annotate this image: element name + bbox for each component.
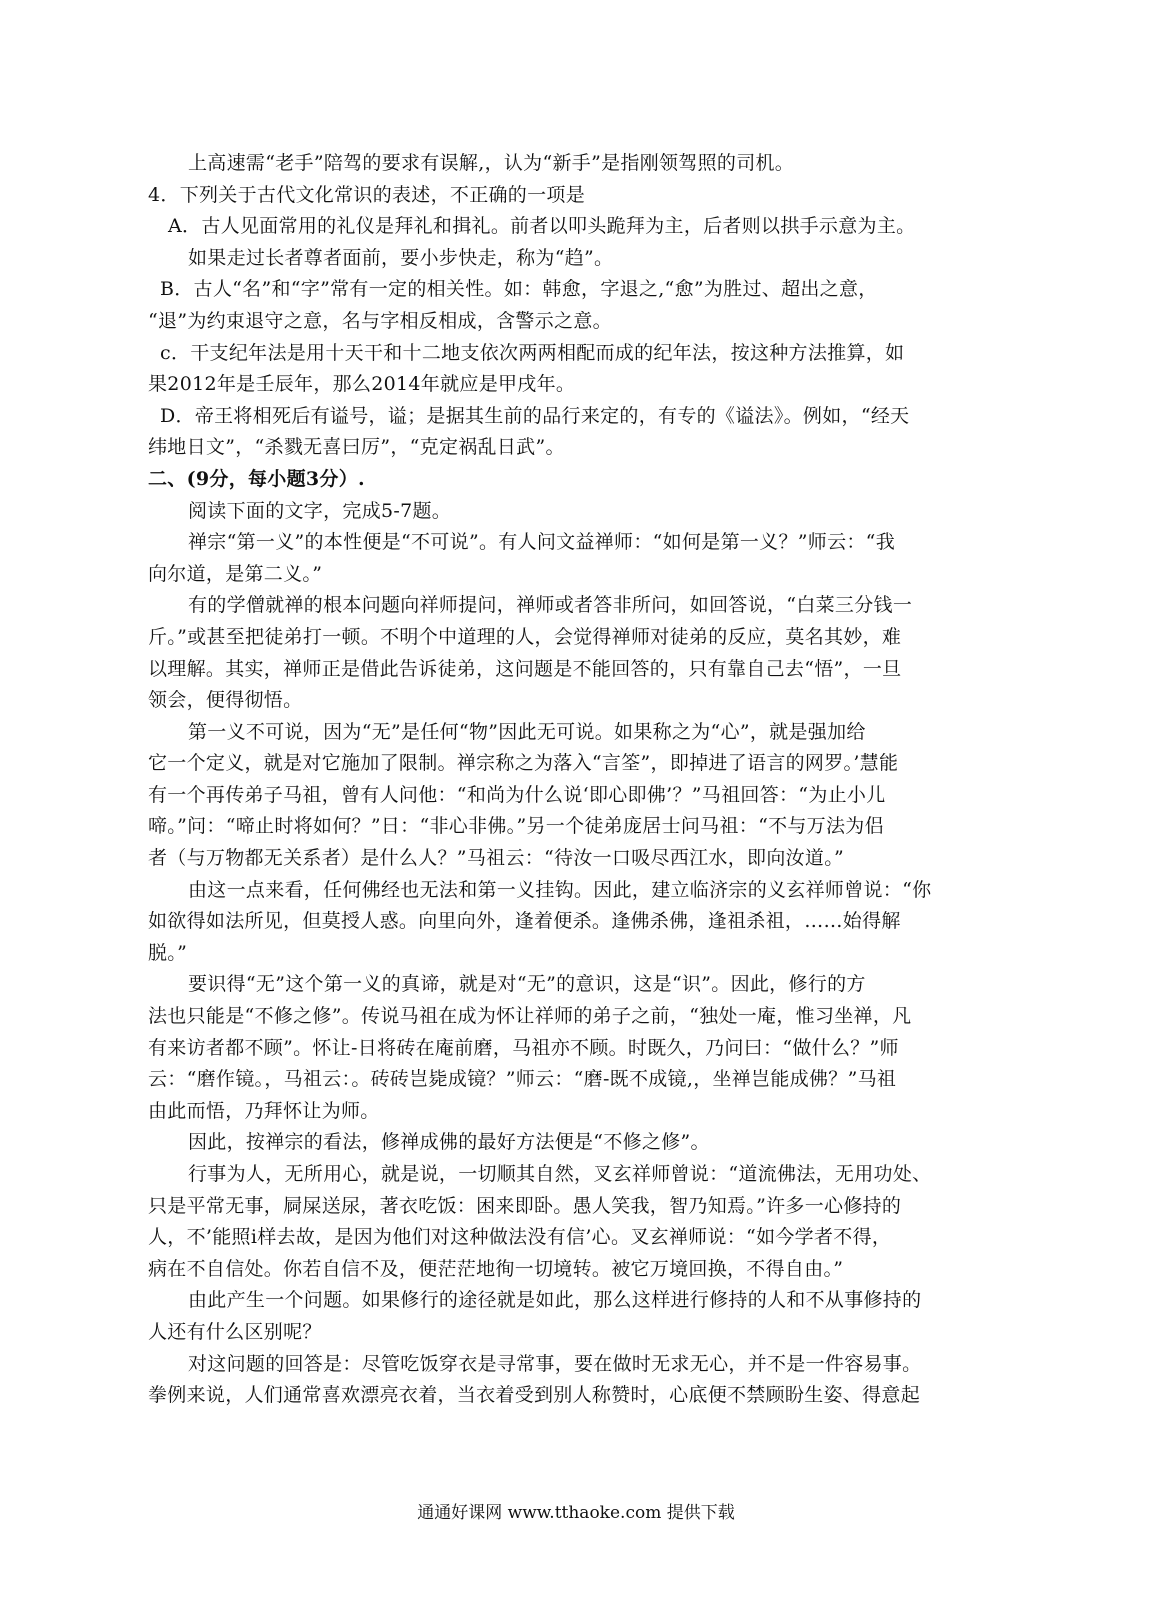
text-line: 人还有什么区别呢？ [148, 1320, 322, 1343]
text-line: 果2012年是壬辰年，那么2014年就应是甲戌年。 [148, 373, 576, 396]
text-line: 领会，便得彻悟。 [148, 689, 303, 712]
text-line: 对这问题的回答是：尽管吃饭穿衣是寻常事，要在做时无求无心，并不是一件容易事。 [188, 1352, 922, 1375]
text-line: 纬地日文”，“杀戮无喜曰厉”，“克定祸乱日武”。 [148, 436, 565, 459]
text-line: 要识得“无”这个第一义的真谛，就是对“无”的意识，这是“识”。因此，修行的方 [188, 973, 866, 996]
text-line: 上高速需“老手”陪驾的要求有误解,，认为“新手”是指刚领驾照的司机。 [188, 152, 795, 174]
text-line: 由此产生一个问题。如果修行的途径就是如此，那么这样进行修持的人和不从事修持的 [188, 1289, 922, 1312]
text-line: D．帝王将相死后有谥号，谥；是据其生前的品行来定的，有专的《谥法》。例如，“经天 [160, 404, 910, 427]
text-line: c．干支纪年法是用十天干和十二地支依次两两相配而成的纪年法，按这种方法推算，如 [160, 341, 905, 364]
text-line: 由这一点来看，任何佛经也无法和第一义挂钩。因此，建立临济宗的义玄祥师曾说：“你 [188, 878, 932, 901]
text-line: 如果走过长者尊者面前，要小步快走，称为“趋”。 [188, 246, 614, 269]
text-line: 者（与万物都无关系者）是什么人？”马祖云：“待汝一口吸尽西江水，即向汝道。” [148, 847, 845, 870]
text-line: 行事为人，无所用心，就是说，一切顺其自然，叉玄祥师曾说：“道流佛法，无用功处、 [188, 1163, 932, 1185]
text-line: 有来访者都不顾”。怀让-日将砖在庵前磨，马祖亦不顾。时既久，乃问曰：“做什么？”师 [148, 1036, 899, 1059]
text-line: 如欲得如法所见，但莫授人惑。向里向外，逢着便杀。逢佛杀佛，逢祖杀祖，……始得解 [148, 910, 901, 933]
section-heading: 二、(9分，每小题3分）. [148, 467, 365, 490]
text-line: 由此而悟，乃拜怀让为师。 [148, 1099, 380, 1122]
text-line: B．古人“名”和“字”常有一定的相关性。如：韩愈，字退之,“愈”为胜过、超出之意， [160, 278, 878, 301]
text-line: 只是平常无事，屙屎送尿，著衣吃饭：困来即卧。愚人笑我，智乃知焉。”许多一心修持的 [148, 1194, 902, 1217]
text-line: 法也只能是“不修之修”。传说马祖在成为怀让祥师的弟子之前，“独处一庵，惟习坐禅，凡 [148, 1005, 912, 1028]
text-line: 阅读下面的文字，完成5-7题。 [188, 499, 452, 522]
text-line: 云：“磨作镜。，马祖云：。砖砖岂毙成镜？”师云：“磨-既不成镜,，坐禅岂能成佛？”马祖 [148, 1068, 897, 1091]
text-line: 向尔道，是第二义。” [148, 562, 323, 585]
page-footer: 通通好课网 www.tthaoke.com 提供下载 [417, 1503, 735, 1523]
text-line: 禅宗“第一义”的本性便是“不可说”。有人问文益禅师：“如何是第一义？”师云：“我 [188, 531, 895, 554]
text-line: 人，不’能照i样去故，是因为他们对这种做法没有信’心。叉玄禅师说：“如今学者不得， [148, 1226, 892, 1249]
text-line: 脱。” [148, 941, 188, 964]
text-line: A．古人见面常用的礼仪是拜礼和揖礼。前者以叩头跪拜为主，后者则以拱手示意为主。 [168, 215, 916, 238]
text-line: 病在不自信处。你若自信不及，便茫茫地徇一切境转。被它万境回换，不得自由。” [148, 1257, 844, 1280]
text-line: 斤。”或甚至把徒弟打一顿。不明个中道理的人，会觉得禅师对徒弟的反应，莫名其妙，难 [148, 625, 902, 648]
text-line: 拳例来说，人们通常喜欢漂亮衣着，当衣着受到别人称赞时，心底便不禁顾盼生姿、得意起 [148, 1384, 921, 1407]
text-line: 第一义不可说，因为“无”是任何“物”因此无可说。如果称之为“心”，就是强加给 [188, 720, 866, 743]
text-line: 以理解。其实，禅师正是借此告诉徒弟，这问题是不能回答的，只有靠自己去“悟”，一旦 [148, 657, 902, 680]
text-line: “退”为约束退守之意，名与字相反相成，含警示之意。 [148, 309, 612, 332]
text-line: 有一个再传弟子马祖，曾有人问他：“和尚为什么说‘即心即佛’？”马祖回答：“为止小儿 [148, 783, 886, 806]
text-line: 有的学僧就禅的根本问题向祥师提问，禅师或者答非所问，如回答说，“白菜三分钱一 [188, 594, 913, 617]
text-line: 啼。”问：“啼止时将如何？”日：“非心非佛。”另一个徒弟庞居士问马祖：“不与万法为侣 [148, 815, 884, 838]
text-line: 因此，按禅宗的看法，修禅成佛的最好方法便是“不修之修”。 [188, 1131, 710, 1154]
text-line: 4．下列关于古代文化常识的表述，不正确的一项是 [148, 183, 585, 206]
document-body [148, 148, 1028, 1412]
text-line: 它一个定义，就是对它施加了限制。禅宗称之为落入“言筌”，即掉进了语言的网罗。’慧能 [148, 752, 899, 775]
